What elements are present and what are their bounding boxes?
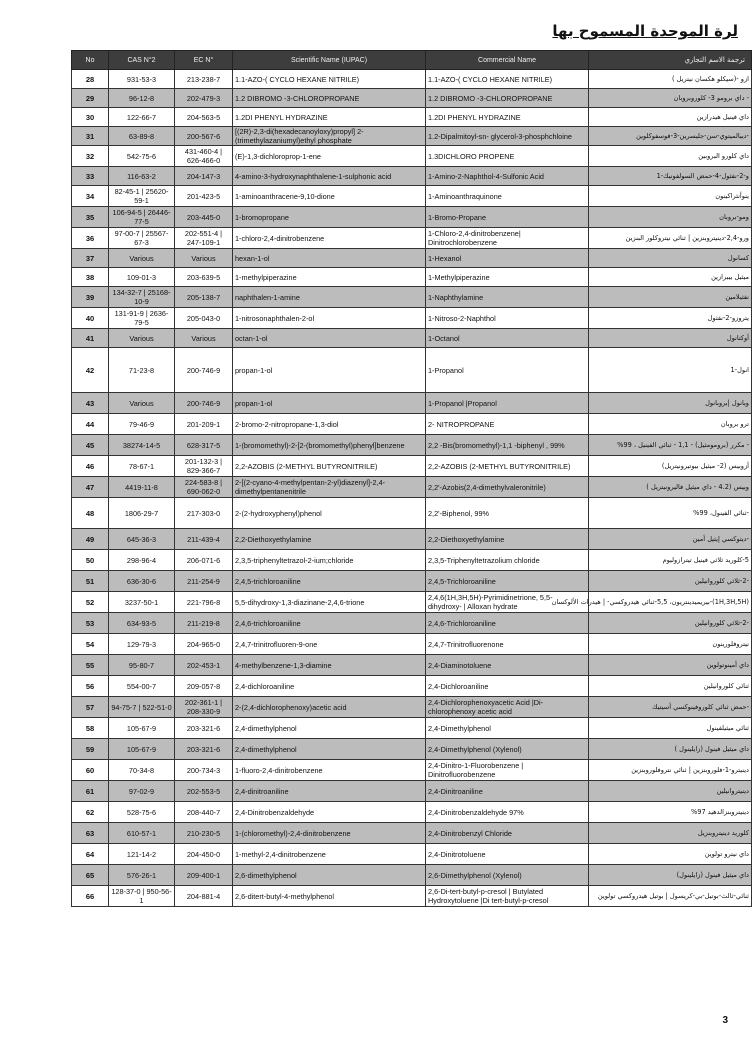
cell-cas: 3237-50-1 bbox=[109, 592, 175, 613]
cell-cas: 122-66-7 bbox=[109, 108, 175, 127]
cell-ec: 202-453-1 bbox=[175, 655, 233, 676]
cell-commercial-name: 1-Nitroso-2-Naphthol bbox=[426, 308, 589, 329]
cell-ec: 201-423-5 bbox=[175, 186, 233, 207]
cell-no: 55 bbox=[72, 655, 109, 676]
cell-no: 57 bbox=[72, 697, 109, 718]
cell-arabic-name: داي أمينوتولوين bbox=[589, 655, 752, 676]
table-row bbox=[72, 886, 752, 907]
cell-arabic-name: ترو بروبان bbox=[589, 414, 752, 435]
cell-scientific-name: 2-[(2-cyano-4-methylpentan-2-yl)diazenyl]-2,4-dimethylpentanenitrile bbox=[233, 477, 426, 498]
cell-arabic-name: ثنائي كلوروانيلين bbox=[589, 676, 752, 697]
cell-scientific-name: 1.2DI PHENYL HYDRAZINE bbox=[233, 108, 426, 127]
cell-ec: 200-734-3 bbox=[175, 760, 233, 781]
cell-cas: 645-36-3 bbox=[109, 529, 175, 550]
cell-ec: 202-551-4 | 247-109-1 bbox=[175, 228, 233, 249]
cell-commercial-name: 2,4,6-Trichloroaniline bbox=[426, 613, 589, 634]
cell-arabic-name: -2-ثلاثي كلوروانيلين bbox=[589, 613, 752, 634]
cell-cas: Various bbox=[109, 249, 175, 268]
cell-cas: 79-46-9 bbox=[109, 414, 175, 435]
cell-no: 38 bbox=[72, 268, 109, 287]
cell-arabic-name: -ثنائي الفينول، 99% bbox=[589, 498, 752, 529]
cell-no: 34 bbox=[72, 186, 109, 207]
table-row bbox=[72, 844, 752, 865]
cell-no: 31 bbox=[72, 127, 109, 146]
cell-ec: 203-445-0 bbox=[175, 207, 233, 228]
cell-arabic-name: ينوأنثراكينون bbox=[589, 186, 752, 207]
cell-arabic-name: -2-ثلاثي كلوروانيلين bbox=[589, 571, 752, 592]
table-row bbox=[72, 571, 752, 592]
cell-commercial-name: 1-Chloro-2,4-dinitrobenzene| Dinitrochlorobenzene bbox=[426, 228, 589, 249]
cell-ec: 211-439-4 bbox=[175, 529, 233, 550]
cell-cas: 634-93-5 bbox=[109, 613, 175, 634]
cell-cas: 121-14-2 bbox=[109, 844, 175, 865]
table-row bbox=[72, 655, 752, 676]
cell-arabic-name: أزوبيس (2- ميثيل بيوتيرونيتريل) bbox=[589, 456, 752, 477]
cell-scientific-name: 2,2-AZOBIS (2-METHYL BUTYRONITRILE) bbox=[233, 456, 426, 477]
cell-no: 41 bbox=[72, 329, 109, 348]
cell-scientific-name: 2,4-dichloroaniline bbox=[233, 676, 426, 697]
cell-scientific-name: 2,4-dinitroaniline bbox=[233, 781, 426, 802]
cell-arabic-name: دينيتروانيلين bbox=[589, 781, 752, 802]
page-number: 3 bbox=[722, 1015, 728, 1026]
cell-cas: 128-37-0 | 950-56-1 bbox=[109, 886, 175, 907]
cell-commercial-name: 2,4-Dimethylphenol (Xylenol) bbox=[426, 739, 589, 760]
table-row bbox=[72, 592, 752, 613]
cell-commercial-name: 2,4,5-Trichloroaniline bbox=[426, 571, 589, 592]
cell-ec: 203-639-5 bbox=[175, 268, 233, 287]
cell-scientific-name: 2,4-Dinitrobenzaldehyde bbox=[233, 802, 426, 823]
cell-no: 37 bbox=[72, 249, 109, 268]
cell-no: 40 bbox=[72, 308, 109, 329]
cell-no: 33 bbox=[72, 167, 109, 186]
cell-cas: 109-01-3 bbox=[109, 268, 175, 287]
table-row bbox=[72, 435, 752, 456]
cell-cas: 131-91-9 | 2636-79-5 bbox=[109, 308, 175, 329]
table-row bbox=[72, 781, 752, 802]
cell-ec: 204-563-5 bbox=[175, 108, 233, 127]
cell-commercial-name: 2,6-Di-tert-butyl-p-cresol | Butylated Hydroxytoluene |Di tert-butyl-p-cresol bbox=[426, 886, 589, 907]
cell-cas: 94-75-7 | 522-51-0 bbox=[109, 697, 175, 718]
cell-arabic-name: نفثيلامين bbox=[589, 287, 752, 308]
cell-scientific-name: 1.1-AZO-( CYCLO HEXANE NITRILE) bbox=[233, 70, 426, 89]
cell-arabic-name: نيتروفلورينون bbox=[589, 634, 752, 655]
cell-arabic-name: ميثيل بيبرازين bbox=[589, 268, 752, 287]
cell-commercial-name: 2,2 -Bis(bromomethyl)-1,1 -biphenyl , 99% bbox=[426, 435, 589, 456]
cell-commercial-name: 2,4-Diaminotoluene bbox=[426, 655, 589, 676]
table-row bbox=[72, 146, 752, 167]
cell-no: 35 bbox=[72, 207, 109, 228]
cell-scientific-name: 1-bromopropane bbox=[233, 207, 426, 228]
cell-scientific-name: 1-methyl-2,4-dinitrobenzene bbox=[233, 844, 426, 865]
cell-commercial-name: 1.3DICHLORO PROPENE bbox=[426, 146, 589, 167]
cell-ec: 202-553-5 bbox=[175, 781, 233, 802]
cell-ec: 202-479-3 bbox=[175, 89, 233, 108]
cell-no: 28 bbox=[72, 70, 109, 89]
cell-arabic-name: ثنائي-ثالث-بوتيل-بي-كريسول | بوتيل هيدروكسي تولوين bbox=[589, 886, 752, 907]
cell-commercial-name: 2,4-Dichloroaniline bbox=[426, 676, 589, 697]
cell-ec: 205-043-0 bbox=[175, 308, 233, 329]
table-header-row bbox=[72, 51, 752, 70]
cell-scientific-name: 2,3,5-triphenyltetrazol-2-ium;chloride bbox=[233, 550, 426, 571]
cell-cas: 298-96-4 bbox=[109, 550, 175, 571]
cell-scientific-name: hexan-1-ol bbox=[233, 249, 426, 268]
table-row bbox=[72, 108, 752, 127]
cell-scientific-name: 1-(bromomethyl)-2-[2-(bromomethyl)phenyl]benzene bbox=[233, 435, 426, 456]
cell-no: 52 bbox=[72, 592, 109, 613]
table-row bbox=[72, 268, 752, 287]
cell-arabic-name: دينيترو-1-فلوروبنزين | ثنائي نتروفلوروبنزين bbox=[589, 760, 752, 781]
cell-scientific-name: 5,5-dihydroxy-1,3-diazinane-2,4,6-trione bbox=[233, 592, 426, 613]
cell-arabic-name: - مكرر (برومومثيل) - 1,1 - ثنائي الفينيل ، 99% bbox=[589, 435, 752, 456]
cell-cas: Various bbox=[109, 329, 175, 348]
cell-commercial-name: 2,6-Dimethylphenol (Xylenol) bbox=[426, 865, 589, 886]
cell-scientific-name: 1-(chloromethyl)-2,4-dinitrobenzene bbox=[233, 823, 426, 844]
cell-ec: 200-746-9 bbox=[175, 393, 233, 414]
cell-arabic-name: -حمض ثنائي كلوروفينوكسي أسيتيك bbox=[589, 697, 752, 718]
table-row bbox=[72, 697, 752, 718]
cell-no: 56 bbox=[72, 676, 109, 697]
cell-cas: 610-57-1 bbox=[109, 823, 175, 844]
cell-scientific-name: 2-(2,4-dichlorophenoxy)acetic acid bbox=[233, 697, 426, 718]
header-no: No bbox=[72, 51, 109, 70]
cell-cas: 82-45-1 | 25620-59-1 bbox=[109, 186, 175, 207]
table-row bbox=[72, 823, 752, 844]
cell-arabic-name: -ديبالميتوي-سن-جليسرين-3-فوسفوكلوين bbox=[589, 127, 752, 146]
cell-scientific-name: propan-1-ol bbox=[233, 348, 426, 393]
cell-ec: 204-881-4 bbox=[175, 886, 233, 907]
cell-ec: 208-440-7 bbox=[175, 802, 233, 823]
cell-scientific-name: 1-aminoanthracene-9,10-dione bbox=[233, 186, 426, 207]
cell-cas: 71-23-8 bbox=[109, 348, 175, 393]
cell-commercial-name: 2,2-AZOBIS (2-METHYL BUTYRONITRILE) bbox=[426, 456, 589, 477]
cell-scientific-name: 2,4-dimethylphenol bbox=[233, 739, 426, 760]
cell-ec: 203-321-6 bbox=[175, 718, 233, 739]
cell-arabic-name: و-2-نفثول-4-حمض السولفونيك-1 bbox=[589, 167, 752, 186]
cell-arabic-name: كلوريد دينيتروبنزيل bbox=[589, 823, 752, 844]
cell-cas: 528-75-6 bbox=[109, 802, 175, 823]
table-row bbox=[72, 127, 752, 146]
cell-scientific-name: 1-methylpiperazine bbox=[233, 268, 426, 287]
cell-ec: 204-147-3 bbox=[175, 167, 233, 186]
cell-commercial-name: 1-Amino-2-Naphthol-4-Sulfonic Acid bbox=[426, 167, 589, 186]
table-row bbox=[72, 550, 752, 571]
cell-commercial-name: 1-Methylpiperazine bbox=[426, 268, 589, 287]
table-row bbox=[72, 498, 752, 529]
cell-no: 43 bbox=[72, 393, 109, 414]
cell-no: 48 bbox=[72, 498, 109, 529]
cell-no: 29 bbox=[72, 89, 109, 108]
cell-commercial-name: 1-Hexanol bbox=[426, 249, 589, 268]
cell-scientific-name: 2,4,5-trichloroaniline bbox=[233, 571, 426, 592]
cell-cas: 63-89-8 bbox=[109, 127, 175, 146]
cell-no: 47 bbox=[72, 477, 109, 498]
table-row bbox=[72, 529, 752, 550]
cell-scientific-name: 4-methylbenzene-1,3-diamine bbox=[233, 655, 426, 676]
cell-ec: 224-583-8 | 690-062-0 bbox=[175, 477, 233, 498]
table-row bbox=[72, 634, 752, 655]
cell-commercial-name: 1-Aminoanthraquinone bbox=[426, 186, 589, 207]
cell-scientific-name: 4-amino-3-hydroxynaphthalene-1-sulphonic acid bbox=[233, 167, 426, 186]
table-row bbox=[72, 393, 752, 414]
cell-cas: 931-53-3 bbox=[109, 70, 175, 89]
table-row bbox=[72, 249, 752, 268]
cell-ec: 431-460-4 | 626-466-0 bbox=[175, 146, 233, 167]
cell-commercial-name: 2,4-Dinitrotoluene bbox=[426, 844, 589, 865]
cell-commercial-name: 2,3,5-Triphenyltetrazolium chloride bbox=[426, 550, 589, 571]
cell-cas: 576-26-1 bbox=[109, 865, 175, 886]
table-row bbox=[72, 477, 752, 498]
cell-cas: 106-94-5 | 26446-77-5 bbox=[109, 207, 175, 228]
cell-arabic-name: أوكتانول bbox=[589, 329, 752, 348]
cell-scientific-name: octan-1-ol bbox=[233, 329, 426, 348]
cell-no: 50 bbox=[72, 550, 109, 571]
cell-no: 49 bbox=[72, 529, 109, 550]
cell-ec: 211-219-8 bbox=[175, 613, 233, 634]
cell-commercial-name: 2,4,7-Trinitrofluorenone bbox=[426, 634, 589, 655]
cell-arabic-name: ومو-بروبان bbox=[589, 207, 752, 228]
cell-scientific-name: naphthalen-1-amine bbox=[233, 287, 426, 308]
cell-ec: 217-303-0 bbox=[175, 498, 233, 529]
cell-commercial-name: 2- NITROPROPANE bbox=[426, 414, 589, 435]
cell-ec: 221-796-8 bbox=[175, 592, 233, 613]
cell-arabic-name: ثنائي ميثيلفينول bbox=[589, 718, 752, 739]
cell-commercial-name: 1-Propanol |Propanol bbox=[426, 393, 589, 414]
cell-ec: 628-317-5 bbox=[175, 435, 233, 456]
cell-cas: 636-30-6 bbox=[109, 571, 175, 592]
cell-ec: 204-450-0 bbox=[175, 844, 233, 865]
cell-cas: 4419-11-8 bbox=[109, 477, 175, 498]
table-row bbox=[72, 89, 752, 108]
cell-arabic-name: داي نيترو تولوين bbox=[589, 844, 752, 865]
cell-arabic-name: (1H,3H,5H)-بيريميدينتريون، 5,5-ثنائي هيدروكسي- | هيدرات الألوكسان bbox=[589, 592, 752, 613]
table-row bbox=[72, 308, 752, 329]
cell-commercial-name: 1.2 DIBROMO -3-CHLOROPROPANE bbox=[426, 89, 589, 108]
cell-commercial-name: 2,4,6(1H,3H,5H)-Pyrimidinetrione, 5,5-dihydroxy- | Alloxan hydrate bbox=[426, 592, 589, 613]
cell-arabic-name: يتروزو-2-نفثول bbox=[589, 308, 752, 329]
cell-no: 45 bbox=[72, 435, 109, 456]
cell-arabic-name: وبيس (4.2 - داي ميثيل فاليرونيتريل ) bbox=[589, 477, 752, 498]
cell-arabic-name: دينيتروبنزالدهيد 97% bbox=[589, 802, 752, 823]
cell-scientific-name: (E)-1,3-dichloroprop-1-ene bbox=[233, 146, 426, 167]
header-scientific-name: Scientific Name (IUPAC) bbox=[233, 51, 426, 70]
cell-no: 59 bbox=[72, 739, 109, 760]
cell-cas: 105-67-9 bbox=[109, 739, 175, 760]
cell-no: 51 bbox=[72, 571, 109, 592]
cell-commercial-name: 2,4-Dimethylphenol bbox=[426, 718, 589, 739]
cell-cas: 38274-14-5 bbox=[109, 435, 175, 456]
table-row bbox=[72, 739, 752, 760]
cell-cas: Various bbox=[109, 393, 175, 414]
cell-commercial-name: 2,2'-Biphenol, 99% bbox=[426, 498, 589, 529]
cell-no: 53 bbox=[72, 613, 109, 634]
cell-scientific-name: [(2R)-2,3-di(hexadecanoyloxy)propyl] 2-(trimethylazaniumyl)ethyl phosphate bbox=[233, 127, 426, 146]
cell-arabic-name: انول-1 bbox=[589, 348, 752, 393]
table-row bbox=[72, 287, 752, 308]
cell-ec: 210-230-5 bbox=[175, 823, 233, 844]
cell-scientific-name: propan-1-ol bbox=[233, 393, 426, 414]
cell-ec: 209-400-1 bbox=[175, 865, 233, 886]
cell-ec: 205-138-7 bbox=[175, 287, 233, 308]
cell-commercial-name: 1-Bromo-Propane bbox=[426, 207, 589, 228]
cell-commercial-name: 2,4-Dinitroaniline bbox=[426, 781, 589, 802]
cell-arabic-name: - داي برومو 3- كلوروبروبان bbox=[589, 89, 752, 108]
cell-commercial-name: 1.2DI PHENYL HYDRAZINE bbox=[426, 108, 589, 127]
cell-scientific-name: 2,4,7-trinitrofluoren-9-one bbox=[233, 634, 426, 655]
cell-no: 60 bbox=[72, 760, 109, 781]
cell-arabic-name: -ديثوكسي إيثيل أمين bbox=[589, 529, 752, 550]
cell-arabic-name: 5-كلوريد ثلاثي فينيل تيترازوليوم bbox=[589, 550, 752, 571]
header-commercial-name: Commercial Name bbox=[426, 51, 589, 70]
cell-no: 66 bbox=[72, 886, 109, 907]
cell-arabic-name: كسانول bbox=[589, 249, 752, 268]
cell-arabic-name: داي ميثيل فينول (زايلينول) bbox=[589, 865, 752, 886]
table-row bbox=[72, 718, 752, 739]
cell-ec: Various bbox=[175, 329, 233, 348]
cell-cas: 116-63-2 bbox=[109, 167, 175, 186]
cell-ec: 211-254-9 bbox=[175, 571, 233, 592]
cell-no: 42 bbox=[72, 348, 109, 393]
cell-no: 30 bbox=[72, 108, 109, 127]
table-row bbox=[72, 167, 752, 186]
cell-no: 54 bbox=[72, 634, 109, 655]
table-row bbox=[72, 676, 752, 697]
cell-cas: 105-67-9 bbox=[109, 718, 175, 739]
table-row bbox=[72, 329, 752, 348]
cell-arabic-name: داي ميثيل فينول (زايلينول ) bbox=[589, 739, 752, 760]
cell-commercial-name: 2,2-Diethoxyethylamine bbox=[426, 529, 589, 550]
cell-commercial-name: 1-Octanol bbox=[426, 329, 589, 348]
table-row bbox=[72, 760, 752, 781]
cell-ec: 201-132-3 | 829-366-7 bbox=[175, 456, 233, 477]
cell-ec: 200-567-6 bbox=[175, 127, 233, 146]
cell-cas: 542-75-6 bbox=[109, 146, 175, 167]
cell-scientific-name: 1-fluoro-2,4-dinitrobenzene bbox=[233, 760, 426, 781]
table-row bbox=[72, 207, 752, 228]
header-cas: CAS N°2 bbox=[109, 51, 175, 70]
cell-commercial-name: 2,4-Dinitrobenzyl Chloride bbox=[426, 823, 589, 844]
cell-scientific-name: 1-chloro-2,4-dinitrobenzene bbox=[233, 228, 426, 249]
cell-cas: 129-79-3 bbox=[109, 634, 175, 655]
table-row bbox=[72, 414, 752, 435]
cell-scientific-name: 2,4,6-trichloroaniline bbox=[233, 613, 426, 634]
cell-scientific-name: 2,6-ditert-butyl-4-methylphenol bbox=[233, 886, 426, 907]
cell-commercial-name: 2,4-Dinitro-1-Fluorobenzene | Dinitrofluorobenzene bbox=[426, 760, 589, 781]
page-title: لرة الموحدة المسموح بها bbox=[552, 22, 738, 40]
table-row bbox=[72, 186, 752, 207]
cell-scientific-name: 2,6-dimethylphenol bbox=[233, 865, 426, 886]
cell-cas: 97-02-9 bbox=[109, 781, 175, 802]
cell-no: 39 bbox=[72, 287, 109, 308]
table-row bbox=[72, 228, 752, 249]
chemicals-table bbox=[71, 50, 752, 907]
cell-no: 58 bbox=[72, 718, 109, 739]
cell-no: 32 bbox=[72, 146, 109, 167]
cell-cas: 554-00-7 bbox=[109, 676, 175, 697]
cell-arabic-name: وبانول |بروبانول bbox=[589, 393, 752, 414]
cell-arabic-name: ازو -(سيكلو هكسان نيتريل ) bbox=[589, 70, 752, 89]
cell-no: 62 bbox=[72, 802, 109, 823]
cell-ec: 209-057-8 bbox=[175, 676, 233, 697]
cell-cas: 97-00-7 | 25567-67-3 bbox=[109, 228, 175, 249]
cell-commercial-name: 1.2-Dipalmitoyl-sn- glycerol-3-phosphchloine bbox=[426, 127, 589, 146]
table-row bbox=[72, 802, 752, 823]
cell-cas: 70-34-8 bbox=[109, 760, 175, 781]
cell-ec: 200-746-9 bbox=[175, 348, 233, 393]
cell-cas: 134-32-7 | 25168-10-9 bbox=[109, 287, 175, 308]
cell-scientific-name: 2-(2-hydroxyphenyl)phenol bbox=[233, 498, 426, 529]
cell-ec: 202-361-1 | 208-330-9 bbox=[175, 697, 233, 718]
cell-commercial-name: 1-Propanol bbox=[426, 348, 589, 393]
cell-ec: 203-321-6 bbox=[175, 739, 233, 760]
cell-ec: Various bbox=[175, 249, 233, 268]
header-arabic-name: ترجمة الاسم التجاري bbox=[589, 51, 752, 70]
cell-cas: 1806-29-7 bbox=[109, 498, 175, 529]
cell-no: 61 bbox=[72, 781, 109, 802]
table-row bbox=[72, 865, 752, 886]
cell-ec: 206-071-6 bbox=[175, 550, 233, 571]
table-row bbox=[72, 456, 752, 477]
cell-arabic-name: ورو-2,4-دينيتروبنزين | ثنائي نيتروكلور البنزين bbox=[589, 228, 752, 249]
cell-commercial-name: 2,4-Dichlorophenoxyacetic Acid |Di-chlorophenoxy acetic acid bbox=[426, 697, 589, 718]
table-row bbox=[72, 348, 752, 393]
cell-no: 63 bbox=[72, 823, 109, 844]
cell-ec: 213-238-7 bbox=[175, 70, 233, 89]
cell-cas: 95-80-7 bbox=[109, 655, 175, 676]
cell-commercial-name: 1.1-AZO-( CYCLO HEXANE NITRILE) bbox=[426, 70, 589, 89]
cell-ec: 201-209-1 bbox=[175, 414, 233, 435]
cell-scientific-name: 2,4-dimethylphenol bbox=[233, 718, 426, 739]
cell-scientific-name: 2,2-Diethoxyethylamine bbox=[233, 529, 426, 550]
table-row bbox=[72, 613, 752, 634]
cell-scientific-name: 1-nitrosonaphthalen-2-ol bbox=[233, 308, 426, 329]
cell-commercial-name: 2,2'-Azobis(2,4-dimethylvaleronitrile) bbox=[426, 477, 589, 498]
cell-cas: 96-12-8 bbox=[109, 89, 175, 108]
header-ec: EC N° bbox=[175, 51, 233, 70]
cell-cas: 78-67-1 bbox=[109, 456, 175, 477]
cell-scientific-name: 1.2 DIBROMO -3-CHLOROPROPANE bbox=[233, 89, 426, 108]
cell-scientific-name: 2-bromo-2-nitropropane-1,3-diol bbox=[233, 414, 426, 435]
cell-arabic-name: داي فينيل هيدرازين bbox=[589, 108, 752, 127]
cell-no: 64 bbox=[72, 844, 109, 865]
table-row bbox=[72, 70, 752, 89]
cell-commercial-name: 1-Naphthylamine bbox=[426, 287, 589, 308]
cell-no: 65 bbox=[72, 865, 109, 886]
cell-ec: 204-965-0 bbox=[175, 634, 233, 655]
cell-no: 46 bbox=[72, 456, 109, 477]
cell-commercial-name: 2,4-Dinitrobenzaldehyde 97% bbox=[426, 802, 589, 823]
cell-no: 36 bbox=[72, 228, 109, 249]
cell-no: 44 bbox=[72, 414, 109, 435]
cell-arabic-name: داي كلورو البروبين bbox=[589, 146, 752, 167]
